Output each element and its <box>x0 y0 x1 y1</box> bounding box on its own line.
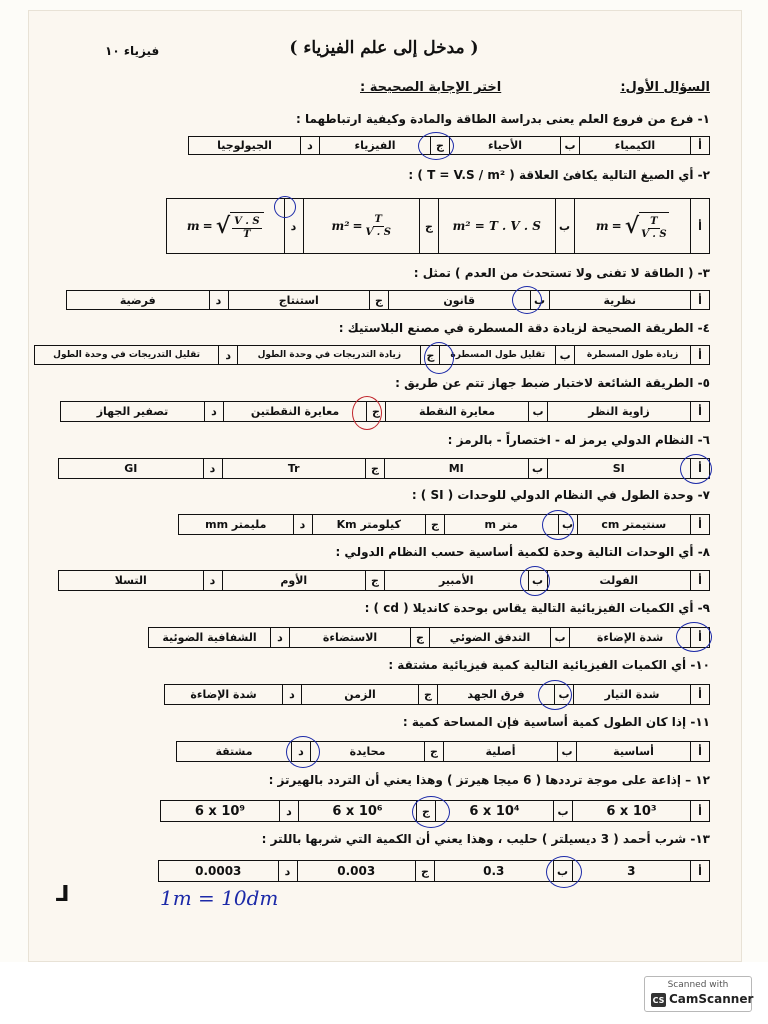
option-9-a[interactable]: أ شدة الإضاءة <box>569 628 709 647</box>
question-2: ٢- أي الصيغ التالية يكافئ العلاقة ( T = V.S / m² ) : <box>408 168 710 182</box>
option-5-c[interactable]: ج معايرة النقطتين <box>223 402 385 421</box>
option-11-b[interactable]: ب أصلية <box>443 742 576 761</box>
option-8-b[interactable]: ب الأمبير <box>384 571 547 590</box>
question-13: ١٣- شرب أحمد ( 3 ديسيلتر ) حليب ، وهذا يعني أن الكمية التي شربها باللتر : <box>261 832 710 846</box>
subject-label: فيزياء ١٠ <box>105 44 160 58</box>
options-2 <box>166 198 710 254</box>
option-5-a[interactable]: أ زاوية النظر <box>547 402 709 421</box>
option-6-b[interactable]: ب MI <box>384 459 547 478</box>
option-11-a[interactable]: أ أساسية <box>576 742 709 761</box>
section-heading: السؤال الأول: <box>620 80 710 95</box>
option-10-b[interactable]: ب فرق الجهد <box>437 685 573 704</box>
option-13-b[interactable]: ب 0.3 <box>434 861 572 881</box>
scanned-with-label: Scanned with <box>667 980 729 990</box>
formula-2-b: m² = T . V . S <box>452 219 541 233</box>
option-12-b[interactable]: ب 6 x 10⁴ <box>435 801 572 821</box>
options-8 <box>58 570 710 591</box>
option-7-b[interactable]: ب متر m <box>444 515 577 534</box>
option-3-d[interactable]: د فرضية <box>67 291 228 309</box>
option-4-a[interactable]: أ زيادة طول المسطرة <box>574 346 709 364</box>
option-7-c[interactable]: ج كيلومتر Km <box>312 515 445 534</box>
option-9-b[interactable]: ب التدفق الضوئي <box>429 628 569 647</box>
options-1 <box>188 136 710 155</box>
option-9-c[interactable]: ج الاستضاءة <box>289 628 429 647</box>
option-10-a[interactable]: أ شدة التيار <box>573 685 709 704</box>
option-5-d[interactable]: د تصفير الجهاز <box>61 402 223 421</box>
options-13 <box>158 860 710 882</box>
question-9: ٩- أي الكميات الفيزيائية التالية يقاس بوحدة كانديلا ( cd ) : <box>364 601 710 615</box>
option-2-d[interactable]: د m = √ $\frac{V . S}{T}$ <box>167 199 303 253</box>
option-11-c[interactable]: ج محايدة <box>310 742 443 761</box>
option-13-a[interactable]: أ 3 <box>572 861 710 881</box>
option-1-b[interactable]: ب الأحياء <box>449 137 579 154</box>
option-10-c[interactable]: ج الزمن <box>301 685 437 704</box>
options-6 <box>58 458 710 479</box>
option-6-a[interactable]: أ SI <box>547 459 710 478</box>
option-3-b[interactable]: ب قانون <box>388 291 549 309</box>
camscanner-brand: CamScanner <box>669 992 754 1006</box>
camscanner-logo-icon: CS <box>651 993 666 1007</box>
option-12-d[interactable]: د 6 x 10⁹ <box>161 801 298 821</box>
option-4-d[interactable]: د تقليل التدريجات في وحدة الطول <box>35 346 237 364</box>
option-4-c[interactable]: ج زيادة التدريجات في وحدة الطول <box>237 346 439 364</box>
option-3-c[interactable]: ج استنتاج <box>228 291 389 309</box>
options-9 <box>148 627 710 648</box>
option-4-b[interactable]: ب تقليل طول المسطرة <box>439 346 574 364</box>
option-2-a[interactable]: أ m = √ $\frac{T}{V . S}$ <box>574 199 710 253</box>
page-number-mark: ⅃ <box>55 882 70 907</box>
option-10-d[interactable]: د شدة الإضاءة <box>165 685 301 704</box>
question-1: ١- فرع من فروع العلم يعنى بدراسة الطاقة والمادة وكيفية ارتباطهما : <box>295 112 710 126</box>
question-5: ٥- الطريقة الشائعة لاختبار ضبط جهاز تتم عن طريق : <box>395 376 710 390</box>
option-2-b[interactable]: ب m² = T . V . S <box>438 199 574 253</box>
handwritten-note: 1m = 10dm <box>160 886 279 910</box>
option-2-c[interactable]: ج m² = $\frac{T}{V . S}$ <box>303 199 439 253</box>
options-7 <box>178 514 710 535</box>
option-5-b[interactable]: ب معايرة النقطة <box>385 402 547 421</box>
option-12-c[interactable]: ج 6 x 10⁶ <box>298 801 435 821</box>
options-4 <box>34 345 710 365</box>
option-1-d[interactable]: د الجيولوجيا <box>189 137 319 154</box>
question-3: ٣- ( الطاقة لا تفنى ولا تستحدث من العدم ) تمثل : <box>413 266 710 280</box>
question-11: ١١- إذا كان الطول كمية أساسية فإن المساحة كمية : <box>402 715 710 729</box>
camscanner-badge <box>644 976 752 1012</box>
options-11 <box>176 741 710 762</box>
option-9-d[interactable]: د الشفافية الضوئية <box>149 628 289 647</box>
option-8-a[interactable]: أ الفولت <box>547 571 710 590</box>
question-7: ٧- وحدة الطول في النظام الدولي للوحدات ( SI ) : <box>411 488 710 502</box>
question-10: ١٠- أي الكميات الفيزيائية التالية كمية فيزيائية مشتقة : <box>388 658 710 672</box>
option-7-d[interactable]: د مليمتر mm <box>179 515 312 534</box>
formula-2-d: m = √ $\frac{V . S}{T}$ <box>187 212 264 241</box>
option-7-a[interactable]: أ سنتيمتر cm <box>577 515 710 534</box>
option-11-d[interactable]: د مشتقة <box>177 742 310 761</box>
option-12-a[interactable]: أ 6 x 10³ <box>572 801 709 821</box>
page-title: ( مدخل إلى علم الفيزياء ) <box>289 38 479 58</box>
instruction-heading: اختر الإجابة الصحيحة : <box>360 80 502 95</box>
question-4: ٤- الطريقة الصحيحة لزيادة دقة المسطرة في مصنع البلاستيك : <box>338 321 710 335</box>
option-13-c[interactable]: ج 0.003 <box>297 861 435 881</box>
formula-2-c: m² = $\frac{T}{V . S}$ <box>331 213 391 238</box>
formula-2-a: m = √ $\frac{T}{V . S}$ <box>595 213 667 240</box>
option-6-c[interactable]: ج Tr <box>222 459 385 478</box>
question-12: ١٢ – إذاعة على موجة ترددها ( 6 ميجا هيرتز ) وهذا يعني أن التردد بالهيرتز : <box>268 773 710 787</box>
option-3-a[interactable]: أ نظرية <box>549 291 710 309</box>
option-8-c[interactable]: ج الأوم <box>222 571 385 590</box>
option-8-d[interactable]: د التسلا <box>59 571 222 590</box>
option-13-d[interactable]: د 0.0003 <box>159 861 297 881</box>
option-1-c[interactable]: ج الفيزياء <box>319 137 449 154</box>
options-3 <box>66 290 710 310</box>
option-1-a[interactable]: أ الكيمياء <box>579 137 709 154</box>
options-10 <box>164 684 710 705</box>
options-5 <box>60 401 710 422</box>
option-6-d[interactable]: د GI <box>59 459 222 478</box>
question-6: ٦- النظام الدولي يرمز له - اختصاراً - بالرمز : <box>447 433 710 447</box>
question-8: ٨- أي الوحدات التالية وحدة لكمية أساسية حسب النظام الدولي : <box>335 545 710 559</box>
options-12 <box>160 800 710 822</box>
